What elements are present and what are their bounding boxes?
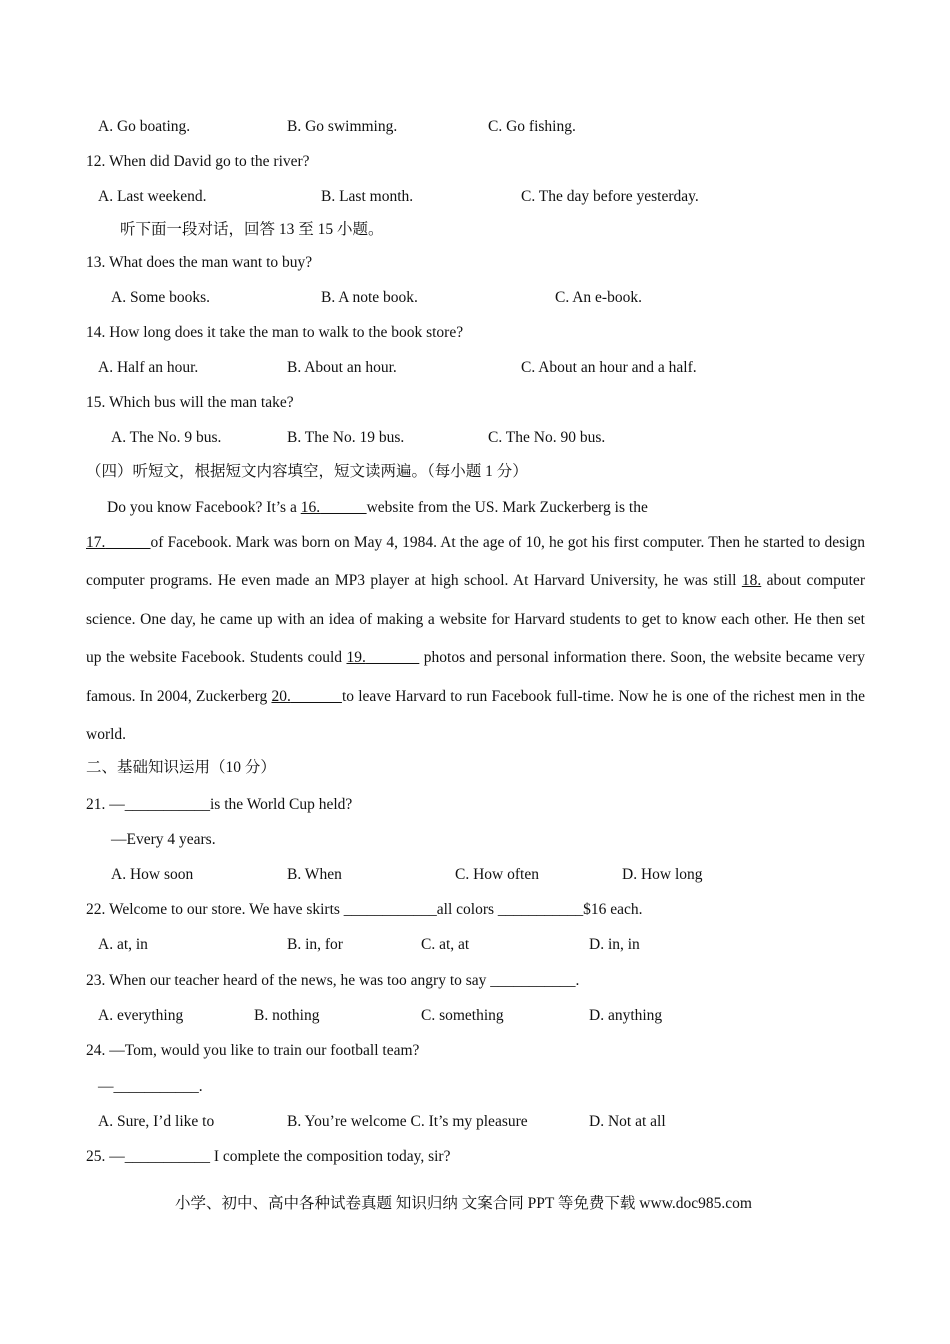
q21-option-a: A. How soon [111,866,194,883]
q13-option-a: A. Some books. [111,289,211,306]
blank-17: 17. [86,534,106,551]
q22-option-d: D. in, in [589,936,640,953]
q23-option-d: D. anything [589,1007,663,1024]
q24-option-b-c: B. You’re welcome C. It’s my pleasure [287,1113,528,1130]
q23-option-b: B. nothing [254,1007,320,1024]
q13-question: 13. What does the man want to buy? [86,254,313,271]
page-footer: 小学、初中、高中各种试卷真题 知识归纳 文案合同 PPT 等免费下载 www.doc985.com [175,1195,752,1212]
q14-question: 14. How long does it take the man to walk to the book store? [86,324,464,341]
passage-text-3: of Facebook. Mark was born on May 4, 1984. At the age of 10, he got his first computer. Then he started to design computer programs. He even made an MP3 player at high school. At Harvard University, he was still [86,534,865,590]
q11-option-c: C. Go fishing. [488,118,576,135]
q15-question: 15. Which bus will the man take? [86,394,294,411]
q14-option-b: B. About an hour. [287,359,397,376]
q21-question: 21. —___________is the World Cup held? [86,796,353,813]
q15-option-c: C. The No. 90 bus. [488,429,606,446]
q22-question: 22. Welcome to our store. We have skirts ____________all colors ___________$16 each. [86,901,643,918]
q23-option-a: A. everything [98,1007,184,1024]
section4-heading: （四）听短文，根据短文内容填空，短文读两遍。（每小题 1 分） [86,463,528,480]
passage-text-6: to leave Harvard to run Facebook full-time. Now he is one of the richest men in the world. [86,687,865,744]
q23-question: 23. When our teacher heard of the news, he was too angry to say ___________. [86,972,580,989]
q11-option-b: B. Go swimming. [287,118,398,135]
instruction-13-15: 听下面一段对话，回答 13 至 15 小题。 [120,221,384,238]
q13-option-c: C. An e-book. [555,289,642,306]
passage-text-5: photos and personal information there. Soon, the website became very famous. In 2004, Zuckerberg [86,649,866,705]
passage-text-1: Do you know Facebook? It’s a [107,499,301,516]
q21-option-c: C. How often [455,866,539,883]
passage-text-2: website from the US. Mark Zuckerberg is the [366,499,648,516]
q25-question: 25. —___________ I complete the composition today, sir? [86,1148,451,1165]
q21-option-d: D. How long [622,866,703,883]
q22-option-c: C. at, at [421,936,470,953]
q23-option-c: C. something [421,1007,504,1024]
blank-19: 19. [346,649,366,667]
q12-option-c: C. The day before yesterday. [521,188,699,205]
q12-option-b: B. Last month. [321,188,414,205]
q24-option-d: D. Not at all [589,1113,666,1130]
q24-question: 24. —Tom, would you like to train our football team? [86,1042,420,1059]
passage-body [86,524,865,754]
q14-option-a: A. Half an hour. [98,359,199,376]
blank-16: 16. [300,499,321,516]
section2-heading: 二、基础知识运用（10 分） [86,759,276,776]
q13-option-b: B. A note book. [321,289,418,306]
passage-line-1 [107,498,648,518]
q15-option-a: A. The No. 9 bus. [111,429,222,446]
q14-option-c: C. About an hour and a half. [521,359,697,376]
blank-18: 18. [741,572,762,590]
passage-text-4: about computer science. One day, he came up with an idea of making a website for Harvard students to get to know each other. He then set up the website Facebook. Students could [86,572,865,667]
q15-option-b: B. The No. 19 bus. [287,429,405,446]
q12-question: 12. When did David go to the river? [86,153,310,170]
q21-option-b: B. When [287,866,342,883]
blank-20: 20. [271,687,291,705]
q21-answer: —Every 4 years. [111,831,216,848]
q24-option-a: A. Sure, I’d like to [98,1113,215,1130]
q11-option-a: A. Go boating. [98,118,191,135]
q24-answer: —___________. [98,1078,203,1095]
q22-option-a: A. at, in [98,936,148,953]
q12-option-a: A. Last weekend. [98,188,207,205]
q22-option-b: B. in, for [287,936,343,953]
